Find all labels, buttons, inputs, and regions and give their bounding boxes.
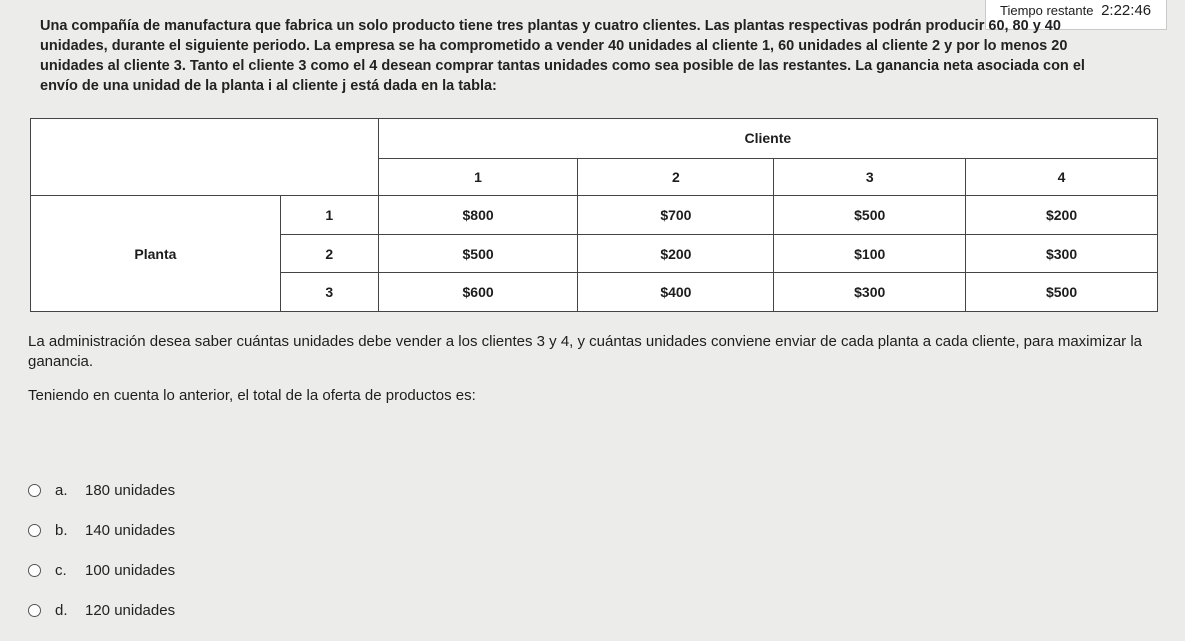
option-a[interactable] (28, 470, 175, 510)
option-b[interactable] (28, 510, 175, 550)
profit-cell: $600 (378, 273, 578, 312)
client-number: 1 (378, 158, 578, 195)
radio-button[interactable] (28, 484, 41, 497)
option-text: 100 unidades (85, 561, 176, 579)
profit-cell: $300 (966, 234, 1158, 273)
option-letter: c. (55, 561, 67, 579)
option-letter: b. (55, 521, 68, 539)
profit-cell: $500 (774, 196, 966, 235)
profit-cell: $500 (378, 234, 578, 273)
option-text: 120 unidades (85, 601, 176, 619)
client-number: 4 (966, 158, 1158, 195)
client-number: 2 (578, 158, 774, 195)
timer-label: Tiempo restante (1000, 3, 1094, 18)
option-text: 180 unidades (85, 481, 176, 499)
client-header: Cliente (378, 119, 1157, 159)
option-c[interactable] (28, 550, 175, 590)
problem-statement: Una compañía de manufactura que fabrica un solo producto tiene tres plantas y cuatro clientes. Las plantas respectivas podrán producir 60, 80 y 40 unidades, durante el siguiente periodo. La empresa se ha comprometido a vender 40 unidades al cliente 1, 60 unidades al cliente 2 y por lo menos 20 unidades al cliente 3. Tanto el cliente 3 como el 4 desean comprar tantas unidades como sea posible de las restantes. La ganancia neta asociada con el envío de una unidad de la planta i al cliente j está dada en la tabla: (40, 18, 1085, 94)
profit-cell: $200 (578, 234, 774, 273)
timer-value: 2:22:46 (1101, 2, 1152, 19)
option-letter: d. (55, 601, 68, 619)
question-lead: Teniendo en cuenta lo anterior, el total de la oferta de productos es: (28, 387, 476, 404)
client-number: 3 (774, 158, 966, 195)
option-letter: a. (55, 481, 68, 499)
plant-number: 2 (280, 234, 378, 273)
radio-button[interactable] (28, 564, 41, 577)
plant-number: 3 (280, 273, 378, 312)
option-text: 140 unidades (85, 521, 176, 539)
profit-cell: $200 (966, 196, 1158, 235)
profit-cell: $800 (378, 196, 578, 235)
table-row (31, 196, 1158, 235)
table-corner (31, 119, 379, 196)
profit-cell: $500 (966, 273, 1158, 312)
profit-cell: $400 (578, 273, 774, 312)
radio-button[interactable] (28, 524, 41, 537)
option-d[interactable] (28, 590, 175, 630)
radio-button[interactable] (28, 604, 41, 617)
profit-cell: $300 (774, 273, 966, 312)
profit-cell: $700 (578, 196, 774, 235)
answer-options (28, 470, 175, 630)
profit-table (30, 118, 1158, 312)
plant-number: 1 (280, 196, 378, 235)
plant-header: Planta (31, 196, 281, 312)
profit-cell: $100 (774, 234, 966, 273)
question-text: La administración desea saber cuántas unidades debe vender a los clientes 3 y 4, y cuántas unidades conviene enviar de cada planta a cada cliente, para maximizar la ganancia. (28, 333, 1143, 370)
